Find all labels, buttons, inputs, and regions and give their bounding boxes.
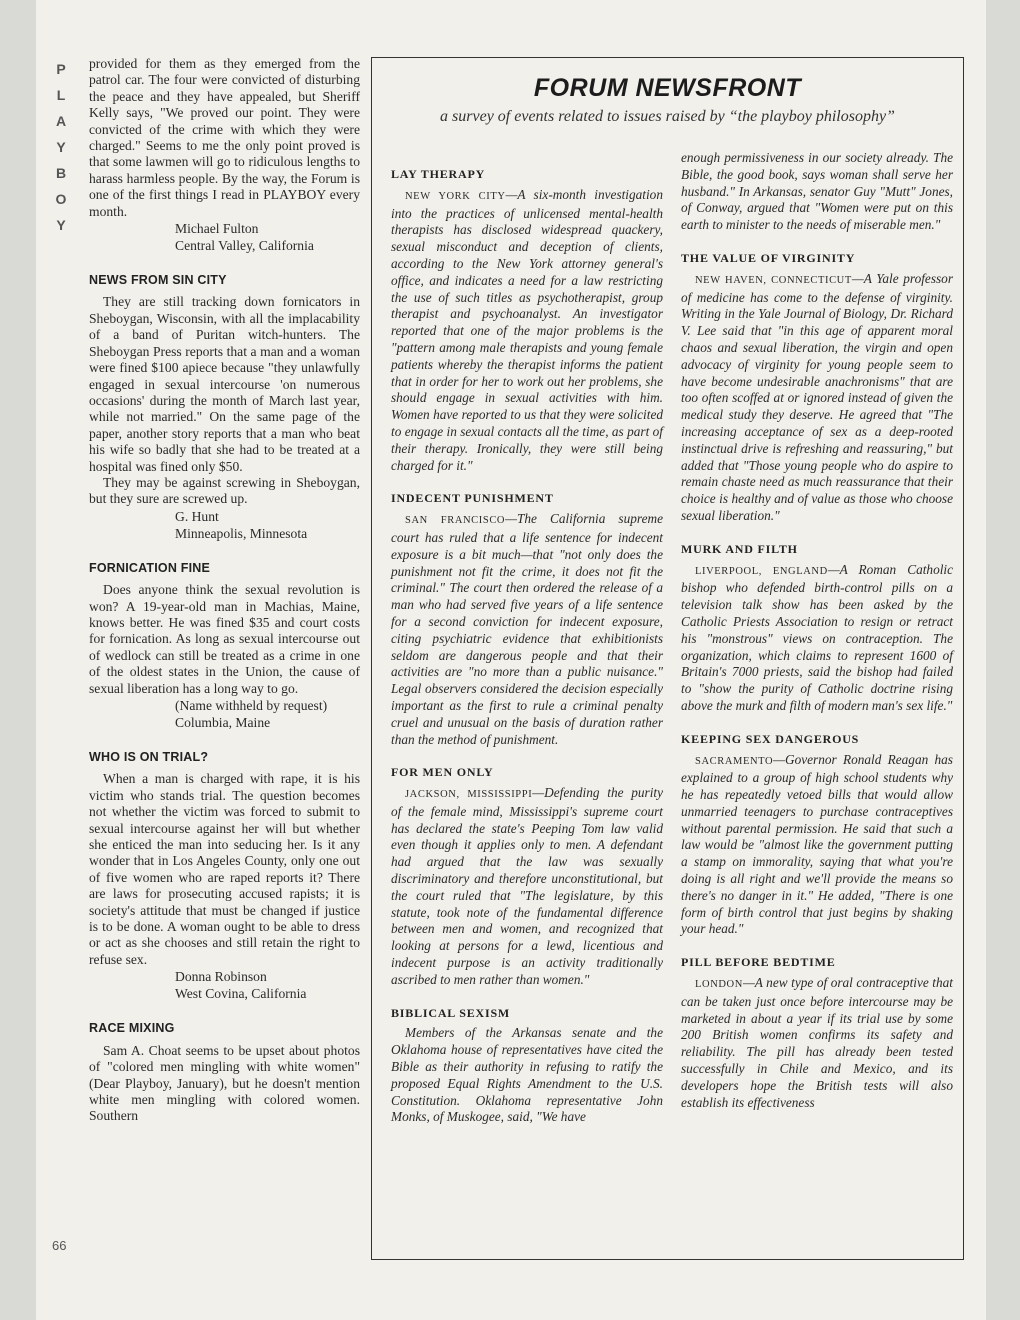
dateline: LONDON bbox=[695, 979, 743, 991]
signature-place: West Covina, California bbox=[175, 986, 307, 1002]
dateline: NEW HAVEN, CONNECTICUT bbox=[695, 274, 852, 286]
news-heading: LAY THERAPY bbox=[391, 167, 486, 181]
dateline: SACRAMENTO bbox=[695, 755, 774, 767]
forum-title: FORUM NEWSFRONT bbox=[533, 74, 802, 102]
news-text: Defending the purity of the female mind, Mississippi's supreme court has declared the state's Peeping Tom law valid even though it applies only to men. A defendant had argued that the law was sexually discriminatory and therefore unconstitutional, but the court ruled that "The legislature, by this statute, took note of the fundamental difference between men and women, and recognized that looking at persons for a lewd, licentious and indecent purpose is an activity traditionally ascribed to men rather than women." bbox=[391, 785, 664, 987]
letter-body: Sam A. Choat seems to be upset about photos of "colored men mingling with white women" (Dear Playboy, January), but he doesn't mention white men mingling with colored women. Southern bbox=[89, 1042, 360, 1124]
brand-letter: A bbox=[55, 113, 67, 129]
news-heading: THE VALUE OF VIRGINITY bbox=[681, 250, 856, 265]
letter-heading: RACE MIXING bbox=[89, 1021, 175, 1036]
letter-heading: WHO IS ON TRIAL? bbox=[89, 750, 209, 764]
news-heading: BIBLICAL SEXISM bbox=[391, 1005, 511, 1020]
news-text: A new type of oral contraceptive that can be taken just once before intercourse may be marketed in about a year if its trial use by some 200 British women confirms its safety and reliability. The pill has already been tested successfully in Chile and Mexico, and its developers hope the British tests will also establish its effectiveness bbox=[681, 975, 953, 1110]
dateline: SAN FRANCISCO bbox=[405, 515, 506, 527]
news-text: A Yale professor of medicine has come to the defense of virginity. Writing in the Yale Journal of Biology, Dr. Richard V. Lee said that "in this age of apparent moral chaos and sexual liberation, the virgin and open advocacy of virginity for young people seem to have become undesirable anachronisms" that are too often scoffed at or ignored instead of given the medical study they deserve. He agreed that "The increasing acceptance of sex as a deep-rooted instinctual drive is refreshing and reassuring," but added that "Those young people who do aspire to remain chaste need as much reassurance that their choice is healthy and of value as those who choose sexual liberation." bbox=[681, 270, 954, 523]
letters-column bbox=[89, 56, 360, 1125]
news-item bbox=[391, 1025, 663, 1126]
signature-name: Michael Fulton bbox=[175, 221, 259, 237]
letter-body: Does anyone think the sexual revolution is won? A 19-year-old man in Machias, Maine, knows better. He was fined $35 and court costs for fornication. As long as sexual intercourse out of wedlock can still be treated as a crime in one of the oldest states in the Union, the cause of sexual liberation has a long way to go. bbox=[89, 582, 360, 696]
brand-letter: O bbox=[55, 191, 67, 207]
brand-letter: L bbox=[56, 87, 66, 103]
signature-place: Columbia, Maine bbox=[175, 715, 271, 730]
vertical-brand-logo bbox=[52, 56, 70, 238]
letter-heading: FORNICATION FINE bbox=[89, 560, 211, 575]
signature-name: Donna Robinson bbox=[175, 969, 267, 985]
brand-letter: Y bbox=[56, 217, 66, 233]
news-item: SACRAMENTO—Governor Ronald Reagan has explained to a group of high school students why he has repeatedly vetoed bills that would allow unmarried teenagers to purchase contraceptives without parental permission. He said that such a law would be "almost like the government putting a stamp on immorality, saying that what you're doing is all right and we'll provide the means so there's no danger in it." He added, "There is one form of birth control that just begins by shaking your head." bbox=[681, 751, 953, 937]
dateline: JACKSON, MISSISSIPPI bbox=[405, 789, 533, 801]
brand-letter: B bbox=[55, 165, 67, 181]
news-item: LONDON—A new type of oral contraceptive that can be taken just once before intercourse may be marketed in about a year if its trial use by some 200 British women confirms its safety and reliability. The pill has already been tested successfully in Chile and Mexico, and its developers hope the British tests will also establish its effectiveness bbox=[681, 975, 953, 1110]
news-heading: MURK AND FILTH bbox=[681, 541, 798, 556]
signature-name: (Name withheld by request) bbox=[175, 698, 328, 713]
forum-subtitle: a survey of events related to issues raised by “the playboy philosophy” bbox=[440, 108, 895, 125]
news-item: NEW YORK CITY—A six-month investigation into the practices of unlicensed mental-health therapists has disclosed widespread quackery, sexual misconduct and deception of clients, according to the New York attorney general's office, and indicates a need for a law restricting the use of such titles as psychotherapist, group therapist and psychoanalyst. An investigator reported that one of the major problems is the "pattern among male therapists and young female patients whereby the therapist informs the patient that in order for her to work out her problems, she should engage in sexual activities with him. Women have reported to us that they were solicited to engage in sexual contacts all the time, as part of their therapy. Ironically, they were still being charged for it." bbox=[391, 186, 663, 473]
forum-column-2 bbox=[681, 150, 953, 1111]
news-heading: KEEPING SEX DANGEROUS bbox=[681, 731, 860, 746]
news-item bbox=[681, 150, 953, 234]
brand-letter: Y bbox=[56, 139, 66, 155]
news-item: JACKSON, MISSISSIPPI—Defending the purity of the female mind, Mississippi's supreme court has declared the state's Peeping Tom law valid even though it applies only to men. A defendant had argued that the law was sexually discriminatory and therefore unconstitutional, but the court ruled that "The legislature, by this statute, took note of the fundamental difference between men and women, and recognized that looking at persons for a lewd, licentious and indecent purpose is an activity traditionally ascribed to men rather than women." bbox=[391, 785, 664, 987]
news-text: A Roman Catholic bishop who defended birth-control pills on a television talk show has been asked by the Catholic Priests Association to resign or retract his "monstrous" views on contraception. The organization, which claims to represent 1600 of Britain's 7000 priests, said the bishop had failed to "show the purity of Catholic doctrine rising above the murk and filth of modern man's sex life." bbox=[681, 561, 954, 713]
news-item: NEW HAVEN, CONNECTICUT—A Yale professor of medicine has come to the defense of virginity. Writing in the Yale Journal of Biology, Dr. Richard V. Lee said that "in this age of apparent moral chaos and sexual liberation, the virgin and open advocacy of virginity for young people seem to have become undesirable anachronisms" that are too often scoffed at or ignored instead of given the medical study they deserve. He agreed that "The increasing acceptance of sex as a deep-rooted instinctual drive is refreshing and reassuring," but added that "Those young people who do aspire to remain chaste need as much reassurance that their choice is healthy and of value as those who choose sexual liberation." bbox=[681, 270, 954, 523]
letter-body: provided for them as they emerged from the patrol car. The four were convicted of disturbing the peace and they have appealed, but Sheriff Kelly says, "We proved our point. They were convicted of the crime with which they were charged." Seems to me the only point proved is that some lawmen will go to ridiculous lengths to harass harmless people. By the way, the Forum is one of the first things I read in PLAYBOY every month. bbox=[89, 56, 360, 219]
letter-signature bbox=[89, 220, 360, 254]
forum-column-1 bbox=[391, 150, 663, 1126]
news-text: Members of the Arkansas senate and the Oklahoma house of representatives have cited the Bible as their authority in refusing to ratify the proposed Equal Rights Amendment to the U.S. Constitution. Oklahoma representative John Monks, of Muskogee, said, "We have bbox=[391, 1025, 663, 1125]
news-heading: FOR MEN ONLY bbox=[391, 765, 494, 780]
dateline: NEW YORK CITY bbox=[405, 190, 506, 202]
news-item: SAN FRANCISCO—The California supreme court has ruled that a life sentence for indecent exposure is a bit much—that "not only does the punishment not fit the crime, it does not fit the criminal." The court then ordered the release of a man who had served five years of a life sentence for a second conviction for indecent exposure, citing psychiatric evidence that exhibitionists seldom are dangerous people and that their activities are "no more than a public nuisance." Legal observers considered the decision especially important as the first to rule a criminal penalty cruel and unusual on the basis of duration rather than the method of punishment. bbox=[391, 511, 663, 747]
page-number: 66 bbox=[52, 1238, 67, 1253]
news-item: LIVERPOOL, ENGLAND—A Roman Catholic bishop who defended birth-control pills on a television talk show has been asked by the Catholic Priests Association to resign or retract his "monstrous" views on contraception. The organization, which claims to represent 1600 of Britain's 7000 priests, said the bishop had failed to "show the purity of Catholic doctrine rising above the murk and filth of modern man's sex life." bbox=[681, 561, 954, 713]
news-text: A six-month investigation into the practices of unlicensed mental-health therapists has disclosed widespread quackery, sexual misconduct and deception of clients, according to the New York attorney general's office, and indicates a need for a law restricting the use of such titles as psychotherapist, group therapist and psychoanalyst. An investigator reported that one of the major problems is the "pattern among male therapists and young female patients whereby the therapist informs the patient that in order for her to work out her problems, she should engage in sexual activities with him. Women have reported to us that they were solicited to engage in sexual contacts all the time, as part of their therapy. Ironically, they were still being charged for it." bbox=[391, 186, 663, 473]
letter-body: They are still tracking down fornicators in Sheboygan, Wisconsin, with all the implacability of a band of Puritan witch-hunters. The Sheboygan Press reports that a man and a woman were fined $100 apiece because "they unlawfully engaged in sexual intercourse 'on numerous occasions' during the month of March last year, while not married." On the same page of the paper, another story reports that a man who beat his wife so badly that she had to be treated at a hospital was fined only $50. bbox=[89, 294, 360, 474]
news-text: Governor Ronald Reagan has explained to a group of high school students why he has repeatedly vetoed bills that would allow unmarried teenagers to purchase contraceptives without parental permission. He said that such a law would be "almost like the government putting a stamp on immorality, saying that what you're doing is all right and we'll provide the means so there's no danger in it." He added, "There is one form of birth control that just begins by shaking your head." bbox=[681, 751, 953, 937]
letter-body: They may be against screwing in Sheboygan, but they sure are screwed up. bbox=[89, 474, 360, 507]
signature-place: Minneapolis, Minnesota bbox=[175, 525, 308, 541]
letter-signature bbox=[89, 697, 360, 731]
news-text: The California supreme court has ruled that a life sentence for indecent exposure is a bit much—that "not only does the punishment not fit the crime, it does not fit the criminal." The court then ordered the release of a man who had served five years of a life sentence for a second conviction for indecent exposure, citing psychiatric evidence that exhibitionists seldom are dangerous people and that their activities are "no more than a public nuisance." Legal observers considered the decision especially important as the first to rule a criminal penalty cruel and unusual on the basis of duration rather than the method of punishment. bbox=[391, 511, 663, 747]
brand-letter: P bbox=[56, 61, 66, 77]
letter-signature bbox=[89, 968, 360, 1002]
news-heading: PILL BEFORE BEDTIME bbox=[681, 955, 836, 970]
dateline: LIVERPOOL, ENGLAND bbox=[695, 565, 828, 577]
letter-body: When a man is charged with rape, it is his victim who stands trial. The question becomes not whether the victim was forced to submit to sexual intercourse against her will but whether she enticed the man into seducing her. Is it any wonder that in Los Angeles County, only one out of five women who are raped reports it? There are laws for prosecuting accused rapists; it is society's attitude that must be changed if justice is to be done. A woman ought to be able to dress or act as she chooses and still retain the right to refuse sex. bbox=[89, 771, 360, 967]
news-text: enough permissiveness in our society already. The Bible, the good book, says woman shall serve her husband." In Arkansas, senator Guy "Mutt" Jones, of Conway, argued that "Women were put on this earth to minister to the needs of miserable men." bbox=[681, 150, 953, 233]
letter-heading: NEWS FROM SIN CITY bbox=[89, 273, 227, 288]
signature-name: G. Hunt bbox=[175, 508, 219, 524]
news-heading: INDECENT PUNISHMENT bbox=[391, 491, 554, 506]
signature-place: Central Valley, California bbox=[175, 238, 314, 254]
letter-signature bbox=[89, 508, 360, 542]
